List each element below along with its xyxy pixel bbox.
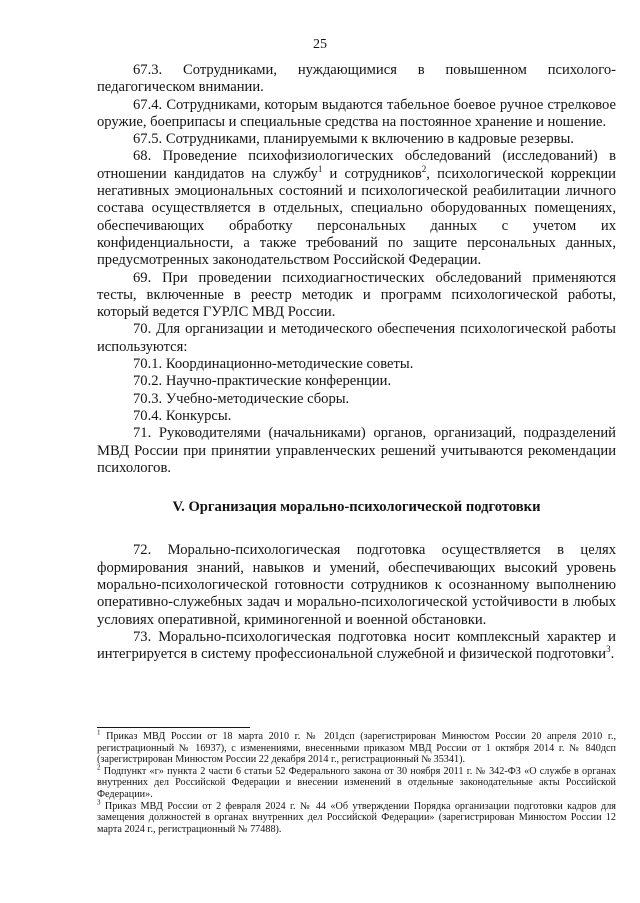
paragraph-68-part2: и сотрудников	[322, 165, 422, 182]
paragraph-70-3: 70.3. Учебно-методические сборы.	[133, 390, 350, 407]
paragraph-73-text: 73. Морально-психологическая подготовка носит комплексный характер и интегрируется в систему профессиональной служебной и физической подготовки	[97, 628, 616, 663]
footnote-ref-1: 1	[317, 163, 323, 174]
paragraph-67-3: 67.3. Сотрудниками, нуждающимися в повышенном психолого-педагогическом внимании.	[97, 62, 616, 96]
paragraph-68	[97, 148, 616, 269]
page-number: 25	[313, 37, 327, 52]
paragraph-71: 71. Руководителями (начальниками) органов, организаций, подразделений МВД России при принятии управленческих решений учитываются рекомендации психологов.	[97, 425, 616, 476]
footnote-2-number: 2	[97, 763, 101, 772]
paragraph-73-end: .	[610, 646, 615, 663]
footnote-ref-3: 3	[606, 644, 611, 655]
footnote-3-text: Приказ МВД России от 2 февраля 2024 г. № 44 «Об утверждении Порядка организации подготовки кадров для замещения должностей в органах внутренних дел Российской Федерации» (зарегистрирован Минюстом России 12 марта 2024 г., регистрационный № 77488).	[97, 800, 616, 835]
paragraph-68-part3: , психологической коррекции негативных эмоциональных состояний и психологической реабилитации личного состава осуществляется в отдельных, специально оборудованных помещениях, обеспечивающих обработку персональных данных с учетом их конфиденциальности, а также требований по защите персональных данных, предусмотренных законодательством Российской Федерации.	[97, 165, 616, 269]
footnote-2-text: Подпункт «г» пункта 2 части 6 статьи 52 Федерального закона от 30 ноября 2011 г. № 342-ФЗ «О службе в органах внутренних дел Российской Федерации и внесении изменений в отдельные законодательные акты Российской Федерации».	[97, 765, 616, 800]
footnote-2	[97, 763, 616, 801]
paragraph-72: 72. Морально-психологическая подготовка осуществляется в целях формирования знаний, навыков и умений, обеспечивающих высокий уровень морально-психологической готовности сотрудников к осознанному выполнению оперативно-служебных задач и морально-психологической устойчивости в любых условиях оперативной, криминогенной и военной обстановки.	[97, 542, 616, 628]
paragraph-70-4: 70.4. Конкурсы.	[133, 407, 232, 424]
footnote-1-text: Приказ МВД России от 18 марта 2010 г. № 201дсп (зарегистрирован Минюстом России 20 апреля 2010 г., регистрационный № 16937), с изменениями, внесенными приказом МВД России от 1 октября 2014 г. № 840дсп (зарегистрирован Минюстом России 22 декабря 2014 г., регистрационный № 35341).	[97, 731, 616, 766]
paragraph-70-2: 70.2. Научно-практические конференции.	[133, 373, 392, 390]
paragraph-67-5: 67.5. Сотрудниками, планируемыми к включению в кадровые резервы.	[133, 131, 574, 148]
footnote-ref-2: 2	[421, 163, 427, 174]
footnote-divider	[97, 727, 250, 728]
paragraph-69: 69. При проведении психодиагностических обследований применяются тесты, включенные в реестр методик и программ психологической работы, который ведется ГУРЛС МВД России.	[97, 269, 616, 321]
paragraph-67-4: 67.4. Сотрудниками, которым выдаются табельное боевое ручное стрелковое оружие, боеприпасы и специальные средства на постоянное хранение и ношение.	[97, 96, 616, 130]
footnote-3	[97, 798, 616, 836]
footnote-1	[97, 728, 616, 766]
footnote-1-number: 1	[97, 728, 101, 737]
footnotes	[97, 728, 616, 835]
section-heading: V. Организация морально-психологической подготовки	[172, 499, 541, 516]
paragraph-70-1: 70.1. Координационно-методические советы.	[133, 356, 414, 373]
footnote-3-number: 3	[97, 798, 101, 807]
paragraph-70: 70. Для организации и методического обеспечения психологической работы используются:	[97, 321, 616, 355]
paragraph-68-part1: 68. Проведение психофизиологических обследований (исследований) в отношении кандидатов на службу	[97, 148, 616, 182]
document-body	[97, 62, 616, 664]
paragraph-73	[97, 629, 616, 664]
